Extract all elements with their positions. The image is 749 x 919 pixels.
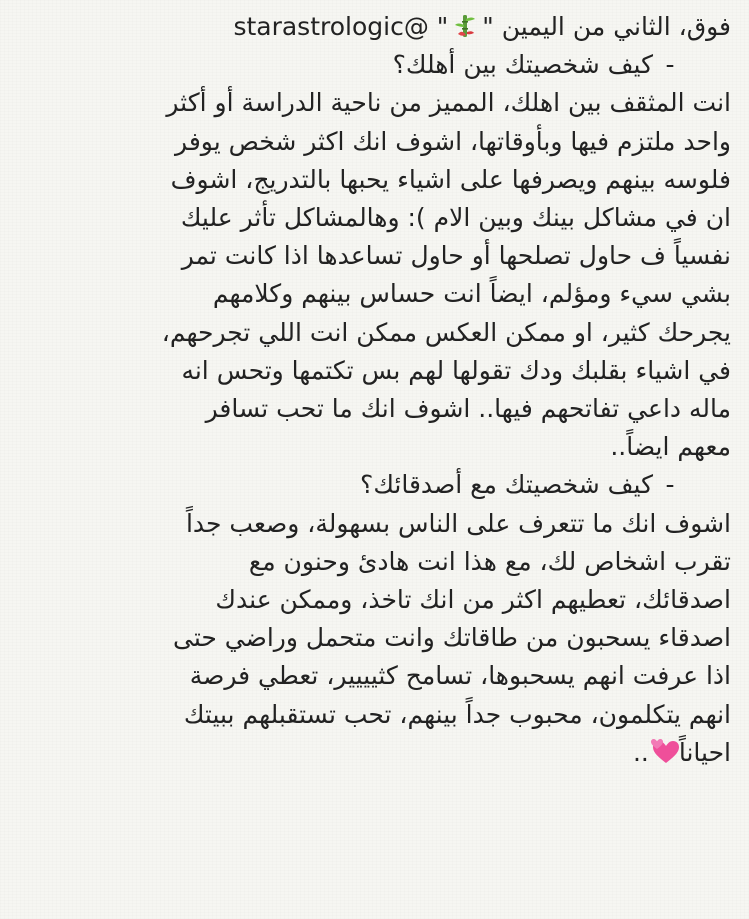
source-handle: " @starastrologic — [233, 12, 449, 41]
two-hearts-icon — [649, 737, 679, 765]
paragraph-1-line: فلوسه بينهم ويصرفها على اشياء يحبها بالتدريج، اشوف — [170, 164, 731, 194]
last-line-end: .. — [632, 737, 649, 767]
paragraph-1-line: يجرحك كثير، او ممكن العكس ممكن انت اللي تجرحهم، — [161, 317, 731, 347]
question-1 — [20, 46, 731, 84]
paragraph-1-line: في اشياء بقلبك ودك تقولها لهم بس تكتمها وتحس انه — [181, 355, 731, 385]
paragraph-2-line: تقرب اشخاص لك، مع هذا انت هادئ وحنون مع — [248, 546, 731, 576]
question-2-text: كيف شخصيتك مع أصدقائك؟ — [360, 470, 653, 500]
paragraph-2-line: اذا عرفت انهم يسحبوها، تسامح كثيييير، تعطي فرصة — [189, 661, 731, 691]
last-line-text: احياناً — [678, 737, 731, 767]
paragraph-1-line: ان في مشاكل بينك وبين الام ): وهالمشاكل تأثر عليك — [180, 203, 731, 233]
paragraph-1 — [20, 84, 731, 466]
question-1-dash: - — [665, 50, 675, 80]
question-2-dash: - — [665, 470, 675, 500]
paragraph-1-line: معهم ايضاً.. — [610, 432, 731, 462]
paragraph-2 — [20, 505, 731, 772]
bamboo-icon — [454, 11, 476, 35]
source-text: فوق، الثاني من اليمين " — [482, 12, 731, 41]
last-line — [20, 734, 731, 772]
paragraph-1-line: واحد ملتزم فيها وبأوقاتها، اشوف انك اكثر شخص يوفر — [175, 126, 731, 156]
question-1-text: كيف شخصيتك بين أهلك؟ — [392, 50, 653, 80]
paragraph-1-line: بشي سيء ومؤلم، ايضاً انت حساس بينهم وكلامهم — [212, 279, 731, 309]
paragraph-1-line: ماله داعي تفاتحهم فيها.. اشوف انك ما تحب تسافر — [205, 394, 731, 424]
paragraph-2-line: انهم يتكلمون، محبوب جداً بينهم، تحب تستقبلهم ببيتك — [183, 699, 731, 729]
paragraph-2-line: اشوف انك ما تتعرف على الناس بسهولة، وصعب جداً — [185, 508, 731, 538]
paragraph-1-line: انت المثقف بين اهلك، المميز من ناحية الدراسة أو أكثر — [166, 88, 731, 118]
source-line — [20, 8, 731, 46]
question-2 — [20, 466, 731, 504]
paragraph-2-line: اصدقائك، تعطيهم اكثر من انك تاخذ، وممكن عندك — [215, 585, 731, 615]
paragraph-1-line: نفسياً ف حاول تصلحها أو حاول تساعدها اذا كانت تمر — [181, 241, 731, 271]
paragraph-2-line: اصدقاء يسحبون من طاقاتك وانت متحمل وراضي حتى — [173, 623, 731, 653]
